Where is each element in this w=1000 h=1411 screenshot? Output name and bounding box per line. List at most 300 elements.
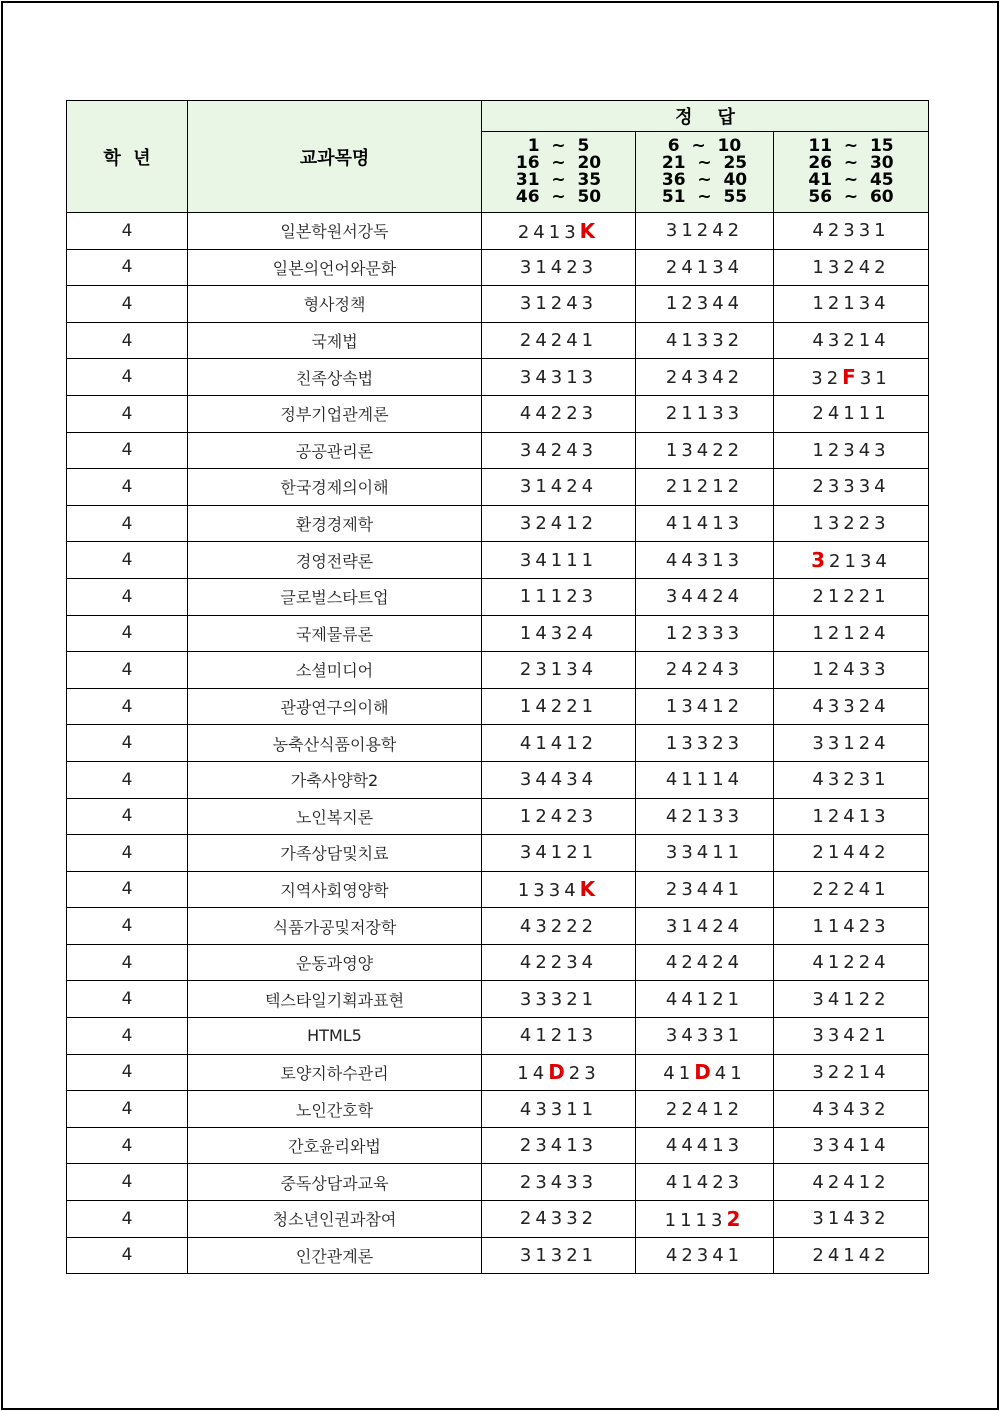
answer-char: 2 — [727, 696, 744, 718]
answer-char: 4 — [665, 330, 682, 352]
subject-cell: 가축사양학2 — [188, 761, 482, 798]
answer-char: 4 — [535, 549, 551, 571]
answer-char: 4 — [681, 586, 697, 608]
answer-cell — [636, 1237, 774, 1274]
answer-char: 2 — [727, 220, 744, 242]
answer-char: 3 — [581, 293, 598, 315]
answer-char: 2 — [829, 551, 845, 573]
subject-cell: 경영전략론 — [188, 542, 482, 579]
table-row — [67, 542, 929, 579]
answer-char: 4 — [812, 330, 828, 352]
answer-cell — [636, 578, 774, 615]
answer-char: 2 — [874, 1171, 890, 1193]
answer-cell — [774, 871, 929, 908]
answer-char: 4 — [665, 1171, 682, 1193]
answer-char: 4 — [827, 1244, 844, 1266]
answer-char: 3 — [581, 805, 598, 827]
answer-cell — [774, 432, 929, 469]
answer-char: 1 — [712, 842, 728, 864]
answer-cell — [482, 1164, 636, 1201]
subject-cell: 형사정책 — [188, 286, 482, 323]
subject-cell: 토양지하수관리 — [188, 1054, 482, 1091]
answer-char: 4 — [696, 952, 713, 974]
answer-char: 4 — [681, 659, 697, 681]
subject-cell: 정부기업관계론 — [188, 395, 482, 432]
answer-char-corrected: D — [548, 1060, 569, 1085]
subject-cell: 글로벌스타트업 — [188, 578, 482, 615]
answer-char: 2 — [581, 1208, 598, 1230]
answer-char: 1 — [550, 842, 567, 864]
answer-cell — [482, 871, 636, 908]
answer-char: 1 — [681, 476, 697, 498]
answer-char: 4 — [875, 551, 891, 573]
answer-char: 4 — [696, 586, 713, 608]
answer-char: 1 — [843, 293, 859, 315]
answer-char: 4 — [535, 622, 551, 644]
answer-char: 2 — [550, 696, 567, 718]
answer-char: 3 — [827, 769, 844, 791]
answer-char: 3 — [827, 513, 844, 535]
grade-cell: 4 — [67, 615, 188, 652]
answer-char: 2 — [812, 1244, 828, 1266]
answer-char: 1 — [550, 586, 567, 608]
table-row — [67, 469, 929, 506]
answer-char: 3 — [519, 549, 536, 571]
answer-char: 2 — [665, 878, 682, 900]
answer-cell — [482, 1054, 636, 1091]
answer-char: 1 — [665, 293, 682, 315]
answer-char: 3 — [564, 221, 580, 243]
subject-cell: 식품가공및저장학 — [188, 908, 482, 945]
answer-char: 2 — [519, 659, 536, 681]
answer-char: 2 — [858, 915, 875, 937]
answer-char: 3 — [581, 366, 598, 388]
answer-char: 4 — [712, 220, 728, 242]
answer-char: 2 — [519, 1208, 536, 1230]
table-row — [67, 1201, 929, 1238]
answer-char: 1 — [858, 1061, 875, 1083]
answer-char: 2 — [581, 513, 598, 535]
answer-char: 1 — [519, 696, 536, 718]
range-label: 1 ~ 5 — [527, 136, 590, 156]
answer-char-corrected: 3 — [811, 548, 830, 573]
answer-char: 2 — [858, 513, 875, 535]
answer-cell — [636, 249, 774, 286]
answer-char: 2 — [843, 1061, 859, 1083]
answer-char: 2 — [550, 293, 567, 315]
answer-char: 2 — [874, 1244, 890, 1266]
answer-cell — [636, 981, 774, 1018]
answer-char: 2 — [665, 366, 682, 388]
answer-char: 1 — [681, 220, 697, 242]
answer-cell — [482, 286, 636, 323]
answer-char: 4 — [874, 732, 890, 754]
answer-char: 2 — [566, 842, 582, 864]
answer-char: 4 — [665, 805, 682, 827]
subject-cell: 농축산식품이용학 — [188, 725, 482, 762]
answer-char: 1 — [843, 988, 859, 1010]
answer-char: 1 — [517, 1063, 533, 1085]
answer-char: 1 — [681, 769, 697, 791]
answer-char: 1 — [827, 842, 844, 864]
answer-char: 3 — [712, 403, 728, 425]
answer-char: 2 — [843, 952, 859, 974]
answer-char: 3 — [665, 842, 682, 864]
header-subject: 교과목명 — [188, 101, 482, 213]
answer-char: 4 — [519, 952, 536, 974]
answer-char: 3 — [581, 403, 598, 425]
answer-char: 4 — [843, 915, 859, 937]
answer-char: 4 — [874, 1135, 890, 1157]
answer-char: 4 — [550, 513, 567, 535]
answer-char: 3 — [519, 513, 536, 535]
answer-char: 3 — [535, 659, 551, 681]
answer-char: 2 — [858, 622, 875, 644]
answer-char: 3 — [519, 988, 536, 1010]
range-label: 6 ~ 10 — [667, 136, 742, 156]
answer-char: 1 — [712, 1098, 728, 1120]
answer-char: 3 — [533, 880, 549, 902]
answer-cell — [636, 213, 774, 250]
grade-cell: 4 — [67, 542, 188, 579]
answer-char: 1 — [874, 586, 890, 608]
answer-char: 2 — [517, 221, 534, 243]
answer-cell — [636, 542, 774, 579]
grade-cell: 4 — [67, 322, 188, 359]
answer-char: 1 — [550, 549, 567, 571]
answer-char: 2 — [665, 1098, 682, 1120]
answer-char: 4 — [550, 256, 567, 278]
answer-char: 2 — [566, 1244, 582, 1266]
answer-char: 4 — [696, 842, 713, 864]
range-label: 21 ~ 25 — [661, 153, 748, 173]
answer-char: 3 — [581, 586, 598, 608]
subject-cell: 환경경제학 — [188, 505, 482, 542]
grade-cell: 4 — [67, 981, 188, 1018]
answer-char: 4 — [843, 1098, 859, 1120]
answer-cell — [482, 213, 636, 250]
range-label: 26 ~ 30 — [808, 153, 894, 173]
answer-char: 2 — [550, 952, 567, 974]
answer-char: 2 — [566, 256, 582, 278]
answer-cell — [774, 249, 929, 286]
range-label: 11 ~ 15 — [808, 136, 894, 156]
answer-char: 3 — [665, 1025, 682, 1047]
answer-char: 4 — [665, 549, 682, 571]
answer-char: 1 — [874, 769, 890, 791]
answer-char: 3 — [696, 549, 713, 571]
answer-char: 4 — [727, 769, 744, 791]
answer-char: 3 — [858, 659, 875, 681]
answer-char: 2 — [696, 659, 713, 681]
answer-char: 4 — [874, 952, 890, 974]
answer-char: 1 — [843, 1244, 859, 1266]
answer-char: 3 — [858, 1208, 875, 1230]
answer-cell — [774, 1201, 929, 1238]
answer-cell — [774, 908, 929, 945]
answer-char: 2 — [843, 513, 859, 535]
answer-char: 4 — [843, 842, 859, 864]
answer-char: 4 — [581, 952, 598, 974]
answer-char: 3 — [858, 220, 875, 242]
table-row — [67, 944, 929, 981]
table-row — [67, 1237, 929, 1274]
answer-char: 3 — [550, 622, 567, 644]
answer-cell — [774, 542, 929, 579]
answer-char: 3 — [681, 842, 697, 864]
answer-char: 1 — [519, 586, 536, 608]
answer-cell — [482, 688, 636, 725]
answer-cell — [774, 725, 929, 762]
answer-cell — [482, 432, 636, 469]
answer-char: 4 — [519, 1098, 536, 1120]
grade-cell: 4 — [67, 1237, 188, 1274]
answer-char: 2 — [874, 1208, 890, 1230]
answer-char: 1 — [566, 513, 582, 535]
answer-char: 3 — [665, 586, 682, 608]
answer-char: 4 — [665, 1244, 682, 1266]
answer-char: 2 — [827, 1061, 844, 1083]
answer-char: 4 — [681, 549, 697, 571]
answer-char: 1 — [827, 915, 844, 937]
answer-char: 2 — [665, 403, 682, 425]
answer-char: 4 — [874, 696, 890, 718]
answer-char: 1 — [581, 1244, 598, 1266]
answer-char: 2 — [566, 586, 582, 608]
table-row — [67, 761, 929, 798]
header-range-1 — [482, 132, 636, 213]
answer-char: 3 — [696, 1244, 713, 1266]
answer-char: 2 — [519, 330, 536, 352]
grade-cell: 4 — [67, 1164, 188, 1201]
table-row — [67, 286, 929, 323]
answer-char: 4 — [519, 403, 536, 425]
answer-char: 3 — [681, 696, 697, 718]
answer-cell — [774, 981, 929, 1018]
answer-char: 3 — [581, 1171, 598, 1193]
answer-char: 4 — [843, 1171, 859, 1193]
answer-char: 4 — [566, 330, 582, 352]
answer-char-corrected: K — [579, 218, 600, 243]
answer-cell — [774, 359, 929, 396]
answer-cell — [482, 615, 636, 652]
answer-cell — [636, 908, 774, 945]
answer-char: 1 — [535, 256, 551, 278]
answer-char: 3 — [727, 549, 744, 571]
answer-char: 4 — [874, 476, 890, 498]
answer-cell — [482, 1091, 636, 1128]
grade-cell: 4 — [67, 469, 188, 506]
answer-char: 4 — [858, 1244, 875, 1266]
range-label: 36 ~ 40 — [661, 170, 748, 190]
subject-cell: 일본의언어와문화 — [188, 249, 482, 286]
answer-char: 3 — [550, 366, 567, 388]
answer-char: 4 — [712, 1244, 728, 1266]
answer-char: 3 — [858, 293, 875, 315]
answer-char: 4 — [696, 439, 713, 461]
table-row — [67, 1054, 929, 1091]
answer-char: 1 — [566, 366, 582, 388]
answer-char: 1 — [665, 696, 682, 718]
answer-cell — [636, 469, 774, 506]
answer-char: 3 — [710, 1209, 727, 1231]
answer-char: 1 — [695, 1209, 711, 1231]
answer-char: 1 — [681, 403, 697, 425]
answer-char: 3 — [519, 842, 536, 864]
table-row — [67, 505, 929, 542]
answer-cell — [482, 469, 636, 506]
table-row — [67, 395, 929, 432]
answer-char: 4 — [532, 1063, 549, 1085]
answer-char: 2 — [681, 805, 697, 827]
answer-char: 4 — [712, 293, 728, 315]
grade-cell: 4 — [67, 944, 188, 981]
answer-char: 1 — [535, 476, 551, 498]
answer-cell — [482, 798, 636, 835]
answer-char: 1 — [581, 988, 598, 1010]
table-row — [67, 1127, 929, 1164]
subject-cell: 인간관계론 — [188, 1237, 482, 1274]
answer-char: 2 — [568, 1063, 585, 1085]
answer-char: 2 — [727, 366, 744, 388]
answer-char: 3 — [696, 732, 713, 754]
grade-cell: 4 — [67, 1201, 188, 1238]
answer-char: 4 — [665, 769, 682, 791]
answer-char: 1 — [727, 988, 744, 1010]
answer-char: 4 — [696, 1171, 713, 1193]
answer-char: 2 — [550, 915, 567, 937]
answer-char: 4 — [566, 293, 582, 315]
answer-char: 2 — [712, 952, 728, 974]
answer-char: 2 — [843, 256, 859, 278]
table-row — [67, 615, 929, 652]
answer-char: 1 — [696, 403, 713, 425]
answer-cell — [774, 286, 929, 323]
answer-char: 4 — [874, 293, 890, 315]
grade-cell: 4 — [67, 798, 188, 835]
answer-cell — [774, 835, 929, 872]
answer-char: 2 — [665, 476, 682, 498]
answer-char: 1 — [535, 293, 551, 315]
table-row — [67, 835, 929, 872]
answer-char: 3 — [827, 256, 844, 278]
answer-char: 1 — [681, 513, 697, 535]
answer-char: 4 — [843, 1135, 859, 1157]
answer-char: 1 — [681, 1171, 697, 1193]
answer-char: 2 — [727, 330, 744, 352]
answer-char: 1 — [535, 586, 551, 608]
answer-char: 1 — [519, 805, 536, 827]
answer-cell — [482, 395, 636, 432]
answer-char: 1 — [730, 1063, 746, 1085]
subject-cell: 노인간호학 — [188, 1091, 482, 1128]
answer-key-table — [66, 100, 929, 1274]
answer-char: 1 — [665, 439, 682, 461]
answer-cell — [774, 1164, 929, 1201]
answer-char: 1 — [843, 732, 859, 754]
answer-char: 3 — [858, 1098, 875, 1120]
answer-char: 3 — [696, 330, 713, 352]
answer-cell — [482, 1127, 636, 1164]
answer-char: 1 — [727, 1244, 744, 1266]
answer-cell — [774, 213, 929, 250]
grade-cell: 4 — [67, 1127, 188, 1164]
grade-cell: 4 — [67, 725, 188, 762]
answer-char: 4 — [581, 622, 598, 644]
answer-char: 2 — [566, 988, 582, 1010]
answer-char: 2 — [858, 732, 875, 754]
answer-char: 4 — [712, 659, 728, 681]
subject-cell: 일본학원서강독 — [188, 213, 482, 250]
answer-char: 4 — [519, 1025, 536, 1047]
grade-cell: 4 — [67, 688, 188, 725]
answer-char: 4 — [581, 659, 598, 681]
answer-char: 2 — [874, 1098, 890, 1120]
subject-cell: 텍스타일기획과표현 — [188, 981, 482, 1018]
answer-char: 4 — [535, 769, 551, 791]
table-row — [67, 322, 929, 359]
answer-cell — [636, 505, 774, 542]
answer-char: 3 — [519, 439, 536, 461]
answer-char: 1 — [678, 1063, 695, 1085]
answer-char: 4 — [665, 513, 682, 535]
answer-char: 1 — [812, 439, 828, 461]
answer-cell — [482, 981, 636, 1018]
answer-char: 2 — [712, 586, 728, 608]
answer-rows — [67, 213, 929, 1274]
answer-char: 1 — [874, 220, 890, 242]
answer-char: 3 — [874, 439, 890, 461]
answer-char: 1 — [681, 915, 697, 937]
subject-cell: 공공관리론 — [188, 432, 482, 469]
answer-char: 3 — [535, 1098, 551, 1120]
answer-char: 4 — [535, 366, 551, 388]
answer-char: 4 — [696, 878, 713, 900]
answer-char: 1 — [875, 368, 891, 390]
answer-char: 2 — [665, 659, 682, 681]
answer-char: 2 — [812, 586, 828, 608]
answer-char: 3 — [566, 659, 582, 681]
answer-char: 2 — [566, 476, 582, 498]
answer-char: 4 — [663, 1063, 679, 1085]
answer-cell — [482, 542, 636, 579]
answer-char: 4 — [535, 330, 551, 352]
answer-char: 4 — [681, 366, 697, 388]
answer-char: 2 — [874, 988, 890, 1010]
answer-char: 2 — [712, 439, 728, 461]
answer-char: 3 — [535, 1171, 551, 1193]
answer-char: 2 — [535, 805, 551, 827]
answer-cell — [482, 322, 636, 359]
answer-char: 1 — [727, 878, 744, 900]
answer-cell — [482, 1237, 636, 1274]
answer-char: 1 — [548, 221, 565, 243]
answer-char: 3 — [681, 439, 697, 461]
answer-char: 4 — [812, 1098, 828, 1120]
answer-cell — [482, 835, 636, 872]
answer-char: 2 — [827, 878, 844, 900]
answer-char: 4 — [843, 1208, 859, 1230]
answer-char: 1 — [812, 622, 828, 644]
answer-char: 1 — [519, 622, 536, 644]
answer-char: 1 — [665, 732, 682, 754]
answer-char: 1 — [566, 1025, 582, 1047]
answer-char: 1 — [812, 513, 828, 535]
answer-char: 1 — [727, 1025, 744, 1047]
answer-cell — [774, 578, 929, 615]
answer-char: 1 — [712, 549, 728, 571]
answer-char: 3 — [727, 1135, 744, 1157]
